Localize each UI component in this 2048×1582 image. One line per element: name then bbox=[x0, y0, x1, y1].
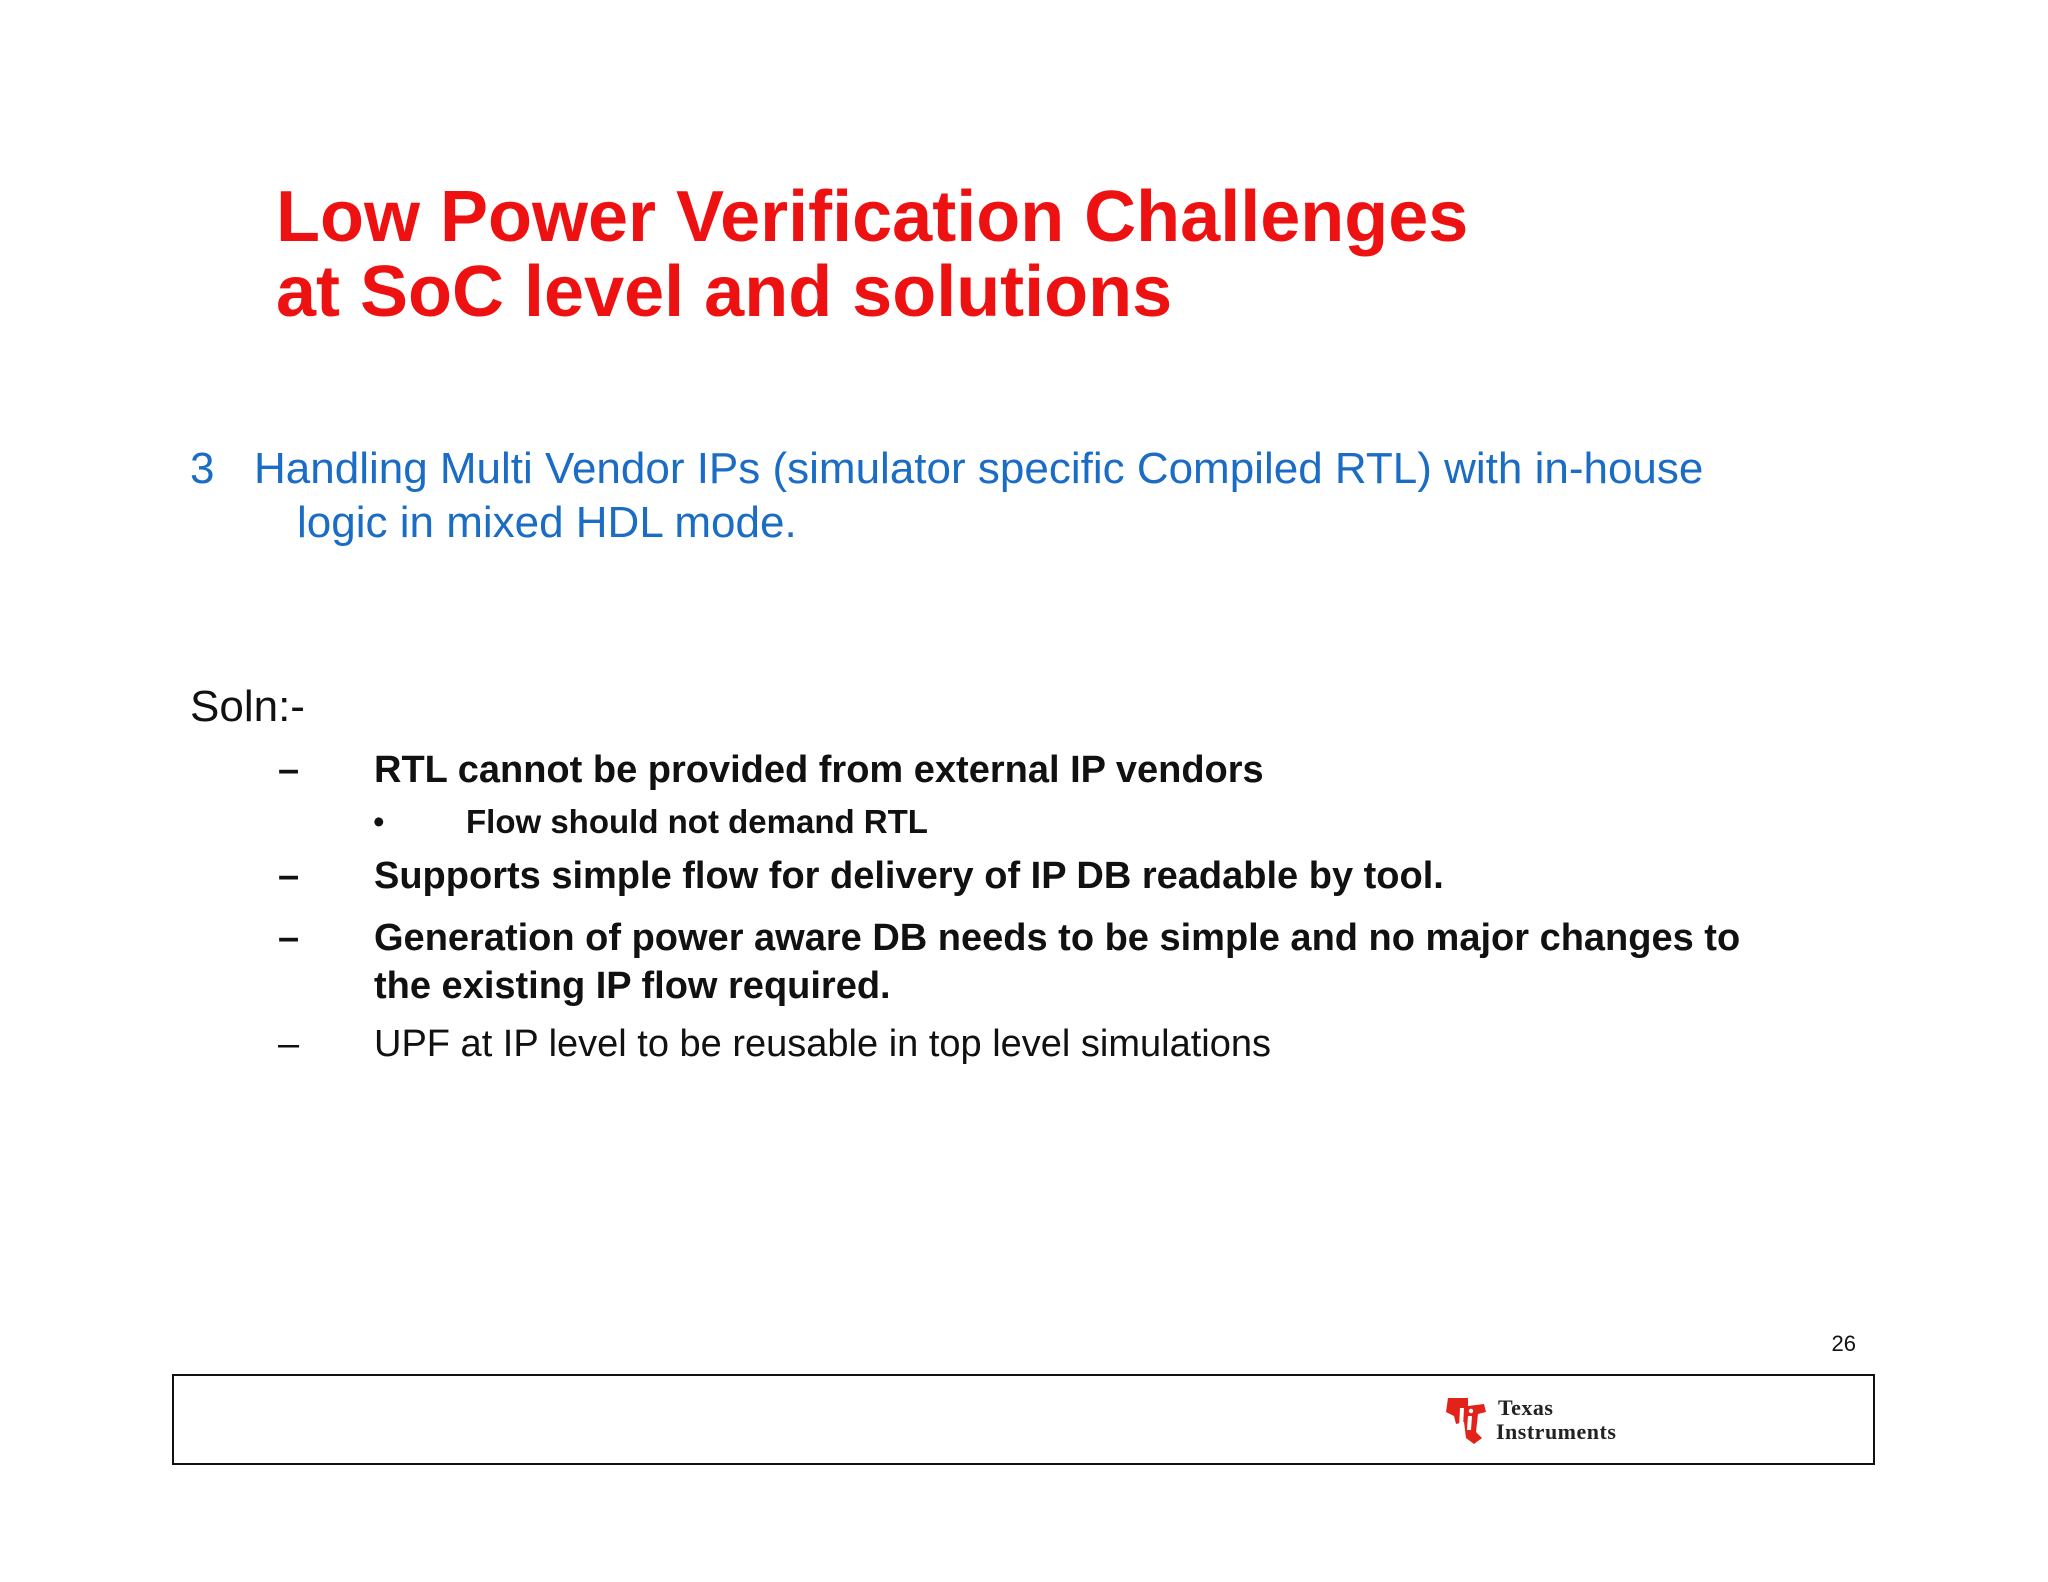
ti-logo-text bbox=[1496, 1396, 1616, 1444]
solution-text: UPF at IP level to be reusable in top level simulations bbox=[374, 1023, 1271, 1065]
solution-text: Supports simple flow for delivery of IP DB readable by tool. bbox=[374, 855, 1444, 897]
dash-marker: – bbox=[278, 855, 300, 897]
point-line-1: Handling Multi Vendor IPs (simulator specific Compiled RTL) with in-house bbox=[254, 444, 1704, 493]
solution-text-line-2: the existing IP flow required. bbox=[374, 965, 891, 1007]
point-line-2: logic in mixed HDL mode. bbox=[297, 498, 797, 547]
ti-logo bbox=[1438, 1392, 1678, 1452]
bullet-marker: • bbox=[373, 803, 385, 840]
solution-text: RTL cannot be provided from external IP vendors bbox=[374, 749, 1264, 791]
solution-text bbox=[374, 914, 1874, 1010]
point-number: 3 bbox=[190, 444, 215, 493]
title-line-2: at SoC level and solutions bbox=[276, 252, 1173, 332]
slide-title bbox=[276, 177, 1776, 332]
page-number: 26 bbox=[1831, 1331, 1856, 1356]
logo-line-1: Texas bbox=[1498, 1395, 1554, 1420]
soln-label: Soln:- bbox=[190, 682, 305, 731]
title-line-1: Low Power Verification Challenges bbox=[276, 177, 1469, 257]
sub-item-text: Flow should not demand RTL bbox=[466, 803, 928, 840]
solution-text-line-1: Generation of power aware DB needs to be simple and no major changes to bbox=[374, 917, 1741, 959]
dash-marker: – bbox=[278, 749, 300, 791]
dash-marker: – bbox=[278, 1023, 300, 1065]
dash-marker: – bbox=[278, 917, 300, 959]
logo-line-2: Instruments bbox=[1496, 1419, 1617, 1444]
ti-logo-icon bbox=[1438, 1392, 1494, 1448]
challenge-point bbox=[190, 442, 1890, 550]
